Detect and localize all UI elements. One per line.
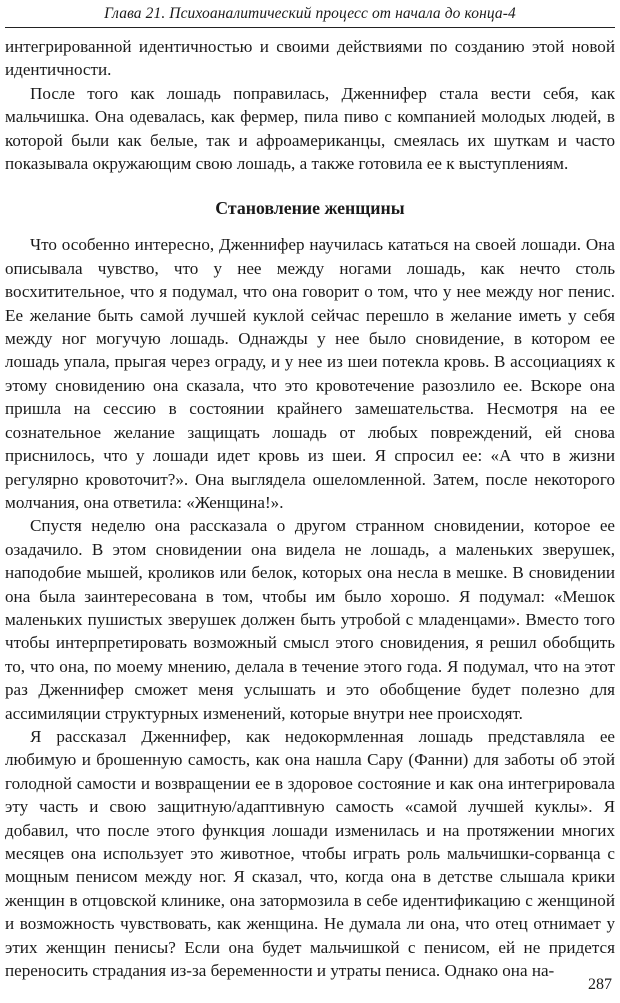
paragraph: Что особенно интересно, Дженнифер научилась кататься на своей лошади. Она описывала чувство, что у нее между ногами лошадь, как нечто столь восхитительное, что я подумал, что она говорит о том, что у нее между ног пенис. Ее желание быть самой лучшей куклой сейчас перешло в желание иметь у себя между ног могучую лошадь. Однажды у нее было сновидение, в котором ее лошадь упала, прыгая через ограду, и у нее из шеи потекла кровь. В ассоциациях к этому сновидению она сказала, что это кровотечение разозлило ее. Вскоре она пришла на сессию в состоянии крайнего замешательства. Несмотря на ее сознательное желание защищать лошадь от любых повреждений, ей снова приснилось, что у лошади идет кровь из шеи. Я спросил ее: «А что в жизни регулярно кровоточит?». Она выглядела ошеломленной. Затем, после некоторого молчания, она ответила: «Женщина!». (5, 235, 615, 512)
running-header: Глава 21. Психоаналитический процесс от начала до конца-4 (104, 5, 516, 22)
body-text (5, 35, 615, 982)
paragraph-continued: интегрированной идентичностью и своими действиями по созданию этой новой идентичности. (5, 37, 615, 80)
section-heading: Становление женщины (215, 198, 405, 219)
header-divider (5, 27, 615, 28)
paragraph: Я рассказал Дженнифер, как недокормленная лошадь представляла ее любимую и брошенную самость, как она нашла Сару (Фанни) для заботы об этой голодной самости и возвращении ее в здоровое состояние и как она интегрировала эту часть и свою защитную/адаптивную самость «самой лучшей куклы». Я добавил, что после этого функция лошади изменилась и на протяжении многих месяцев она использует это животное, чтобы играть роль мальчишки-сорванца с мощным пенисом между ног. Я сказал, что, когда она в детстве слышала крики женщин в отцовской клинике, она затормозила в себе идентификацию с женщиной и возможность чувствовать, как женщина. Не думала ли она, что отец отнимает у этих женщин пенисы? Если она будет мальчишкой с пенисом, ей не придется переносить страдания из-за беременности и утраты пениса. Однако она на- (5, 726, 615, 981)
paragraph: Спустя неделю она рассказала о другом странном сновидении, которое ее озадачило. В этом сновидении она видела не лошадь, а маленьких зверушек, наподобие мышей, кроликов или белок, которых она несла в мешке. В сновидении она была заинтересована в том, чтобы им было хорошо. Я подумал: «Мешок маленьких пушистых зверушек должен быть утробой с младенцами». Вместо того чтобы интерпретировать возможный смысл этого сновидения, я решил обобщить то, что она, по моему мнению, делала в течение этого года. Я подумал, что на этот раз Дженнифер сможет меня услышать и это обобщение будет полезно для ассимиляции структурных изменений, которые внутри нее происходят. (5, 516, 615, 723)
paragraph: После того как лошадь поправилась, Дженнифер стала вести себя, как мальчишка. Она одевалась, как фермер, пила пиво с компанией молодых людей, в которой были как белые, так и афроамериканцы, смеялась их шуткам и часто показывала окружающим свою лошадь, а также готовила ее к выступлениям. (5, 83, 615, 174)
page-number: 287 (588, 976, 612, 993)
